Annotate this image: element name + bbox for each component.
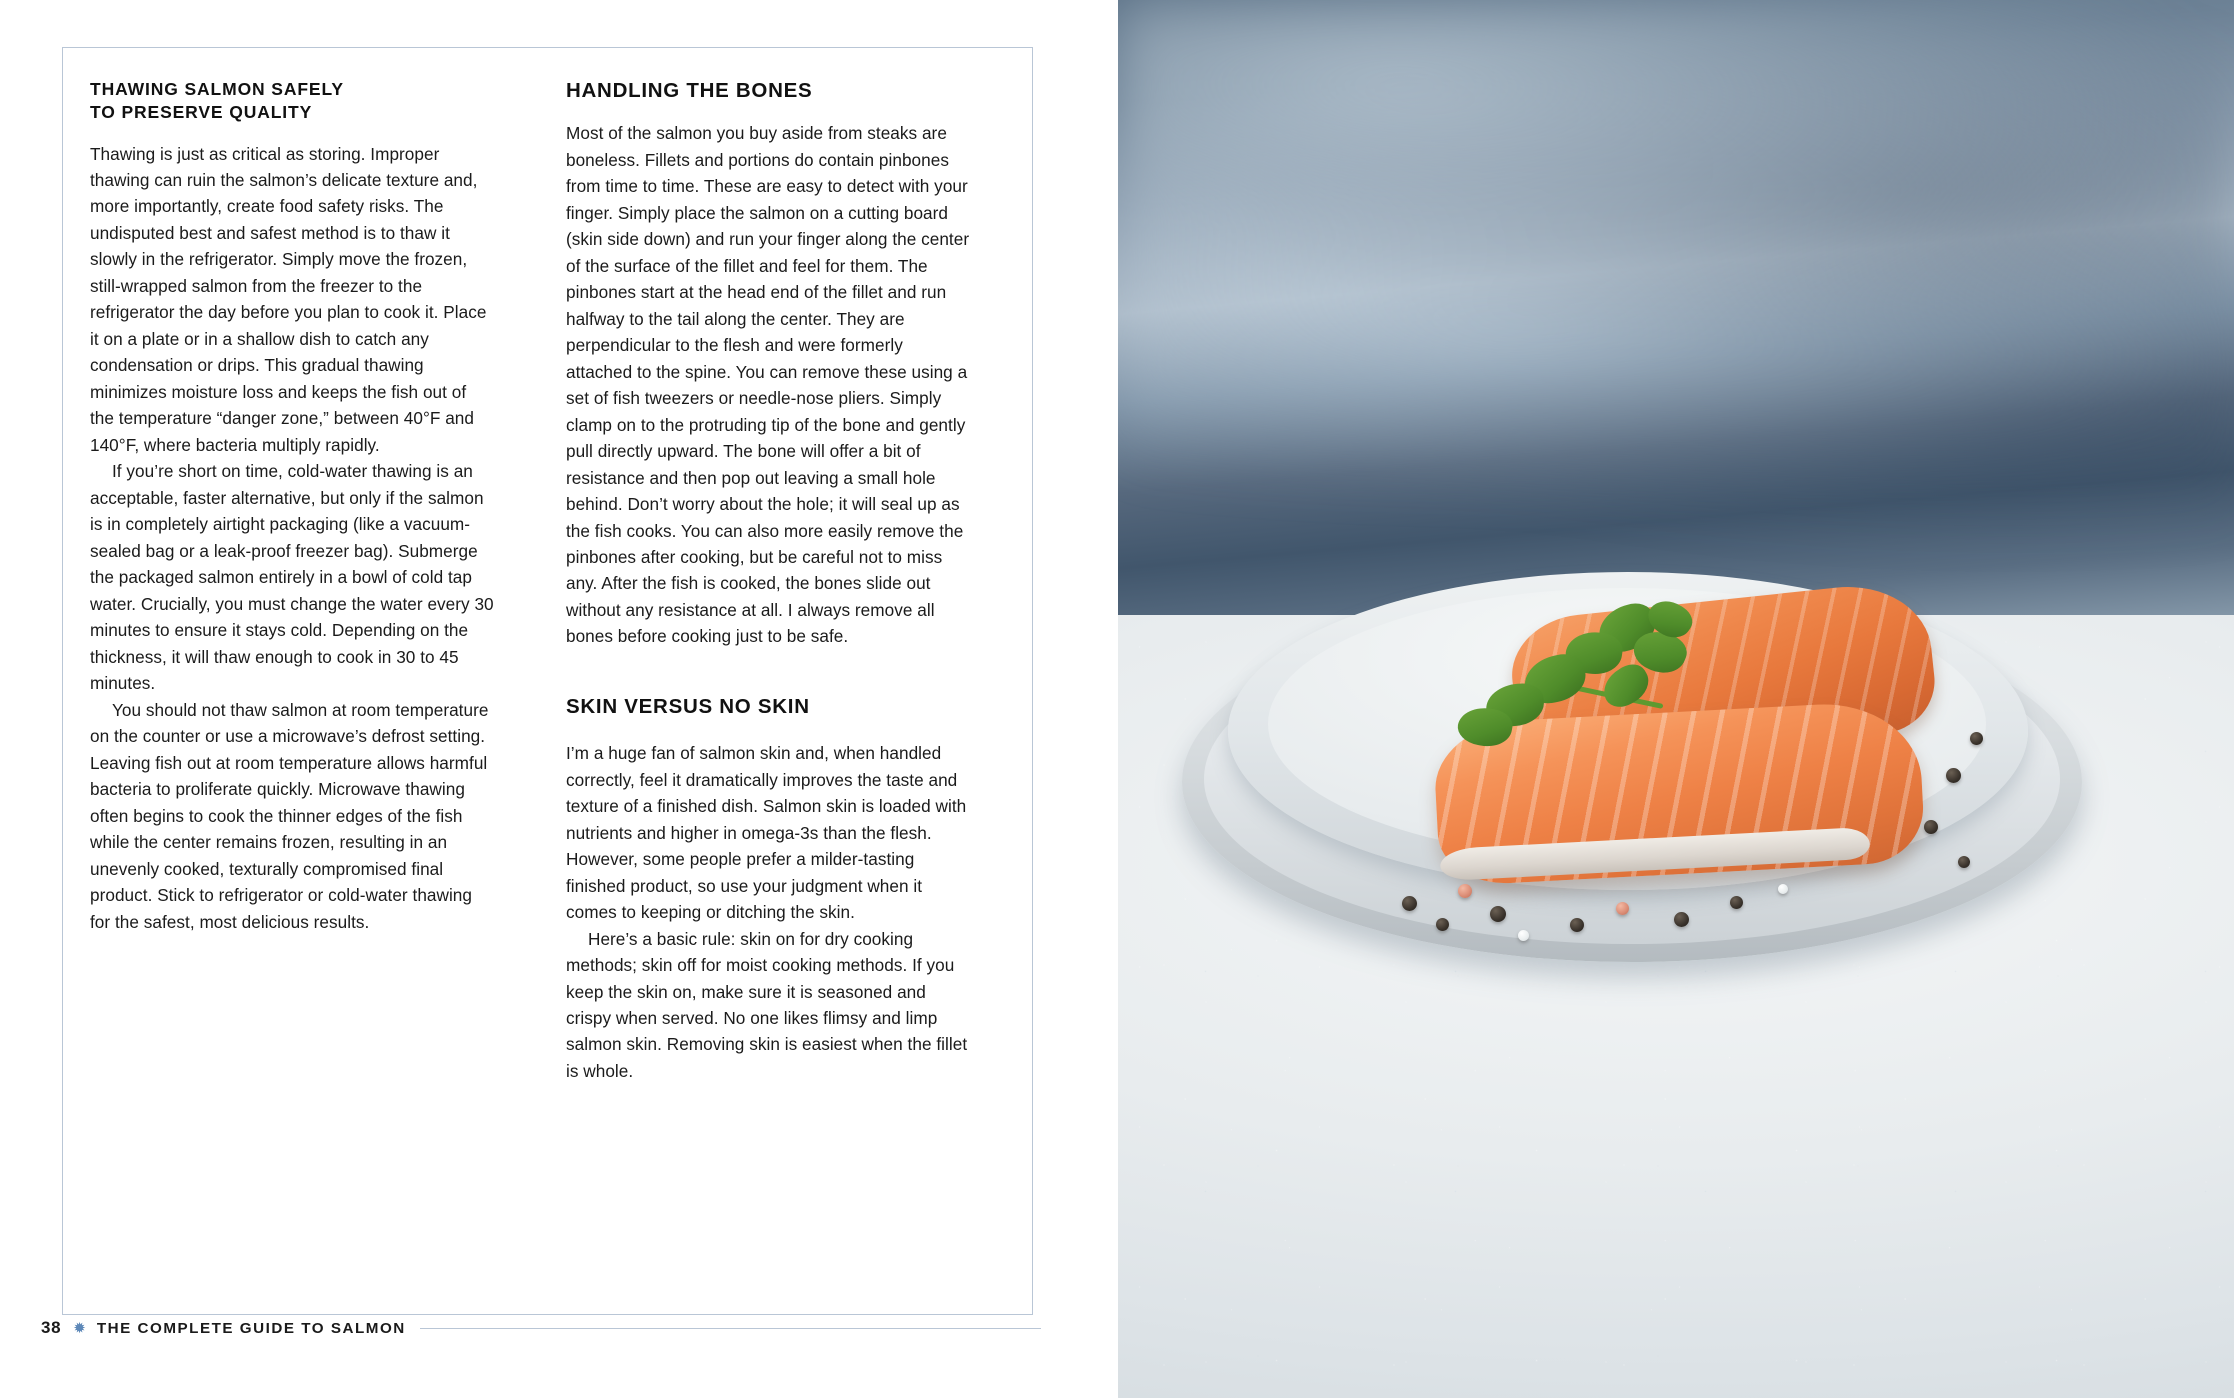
paragraph: Most of the salmon you buy aside from steaks are boneless. Fillets and portions do contain pinbones from time to time. These are easy to detect with your finger. Simply place the salmon on a cutting board (skin side down) and run your finger along the center of the surface of the fillet and feel for them. The pinbones start at the head end of the fillet and run halfway to the tail along the center. They are perpendicular to the flesh and were formerly attached to the spine. You can remove these using a set of fish tweezers or needle-nose pliers. Simply clamp on to the protruding tip of the bone and gently pull directly upward. The bone will offer a bit of resistance and then pop out leaving a small hole behind. Don’t worry about the hole; it will seal up as the fish cooks. You can also more easily remove the pinbones after cooking, but be careful not to miss any. After the fish is cooked, the bones slide out without any resistance at all. I always remove all bones before cooking just to be safe.	[566, 123, 970, 647]
peppercorn	[1730, 896, 1743, 909]
parsley-garnish	[1448, 598, 1738, 788]
peppercorn-pink	[1616, 902, 1629, 915]
salt-crystal	[1518, 930, 1529, 941]
column-right	[566, 78, 970, 1084]
paragraph: Here’s a basic rule: skin on for dry cooking methods; skin off for moist cooking methods. If you keep the skin on, make sure it is seasoned and crispy when served. No one likes flimsy and limp salmon skin. Removing skin is easiest when the fillet is whole.	[566, 928, 968, 1081]
salt-crystal	[1778, 884, 1788, 894]
peppercorn	[1490, 906, 1506, 922]
paragraph: Thawing is just as critical as storing. Improper thawing can ruin the salmon’s delicate texture and, more importantly, create food safety risks. The undisputed best and safest method is to thaw it slowly in the refrigerator. Simply move the frozen, still-wrapped salmon from the freezer to the refrigerator the day before you plan to cook it. Place it on a plate or in a shallow dish to catch any condensation or drips. This gradual thawing minimizes moisture loss and keeps the fish out of the temperature “danger zone,” between 40°F and 140°F, where bacteria multiply rapidly.	[90, 143, 487, 455]
peppercorn	[1570, 918, 1584, 932]
paragraph: If you’re short on time, cold-water thawing is an acceptable, faster alternative, but only if the salmon is in completely airtight packaging (like a vacuum-sealed bag or a leak-proof freezer bag). Submerge the packaged salmon entirely in a bowl of cold tap water. Crucially, you must change the water every 30 minutes to ensure it stays cold. Depending on the thickness, it will thaw enough to cook in 30 to 45 minutes.	[90, 461, 494, 694]
footer-divider	[420, 1328, 1041, 1329]
text-columns	[90, 78, 970, 1084]
peppercorn	[1946, 768, 1961, 783]
peppercorn	[1924, 820, 1938, 834]
page-footer	[41, 1318, 1061, 1338]
heading-skin-versus-no-skin: SKIN VERSUS NO SKIN	[566, 694, 810, 718]
peppercorn-pink	[1458, 884, 1472, 898]
page-number: 38	[41, 1318, 62, 1337]
column-left	[90, 78, 494, 1084]
heading-handling-the-bones: HANDLING THE BONES	[566, 79, 813, 102]
heading-line-2: TO PRESERVE QUALITY	[90, 101, 313, 122]
heading-line-1: THAWING SALMON SAFELY	[90, 79, 344, 99]
peppercorn	[1674, 912, 1689, 927]
running-title: THE COMPLETE GUIDE TO SALMON	[96, 1319, 406, 1337]
peppercorn	[1970, 732, 1983, 745]
star-icon: ✹	[73, 1319, 86, 1337]
peppercorn	[1436, 918, 1449, 931]
heading-thawing-salmon	[90, 78, 494, 124]
peppercorn	[1958, 856, 1970, 868]
paragraph: I’m a huge fan of salmon skin and, when handled correctly, feel it dramatically improves the taste and texture of a finished dish. Salmon skin is loaded with nutrients and higher in omega-3s than the flesh. However, some people prefer a milder-tasting finished product, so use your judgment when it comes to keeping or ditching the skin.	[566, 743, 967, 923]
paragraph: You should not thaw salmon at room temperature on the counter or use a microwave’s defrost setting. Leaving fish out at room temperature allows harmful bacteria to proliferate quickly. Microwave thawing often begins to cook the thinner edges of the fish while the center remains frozen, resulting in an unevenly cooked, texturally compromised final product. Stick to refrigerator or cold-water thawing for the safest, most delicious results.	[90, 699, 489, 932]
peppercorn	[1402, 896, 1417, 911]
right-photo-page	[1118, 0, 2234, 1398]
